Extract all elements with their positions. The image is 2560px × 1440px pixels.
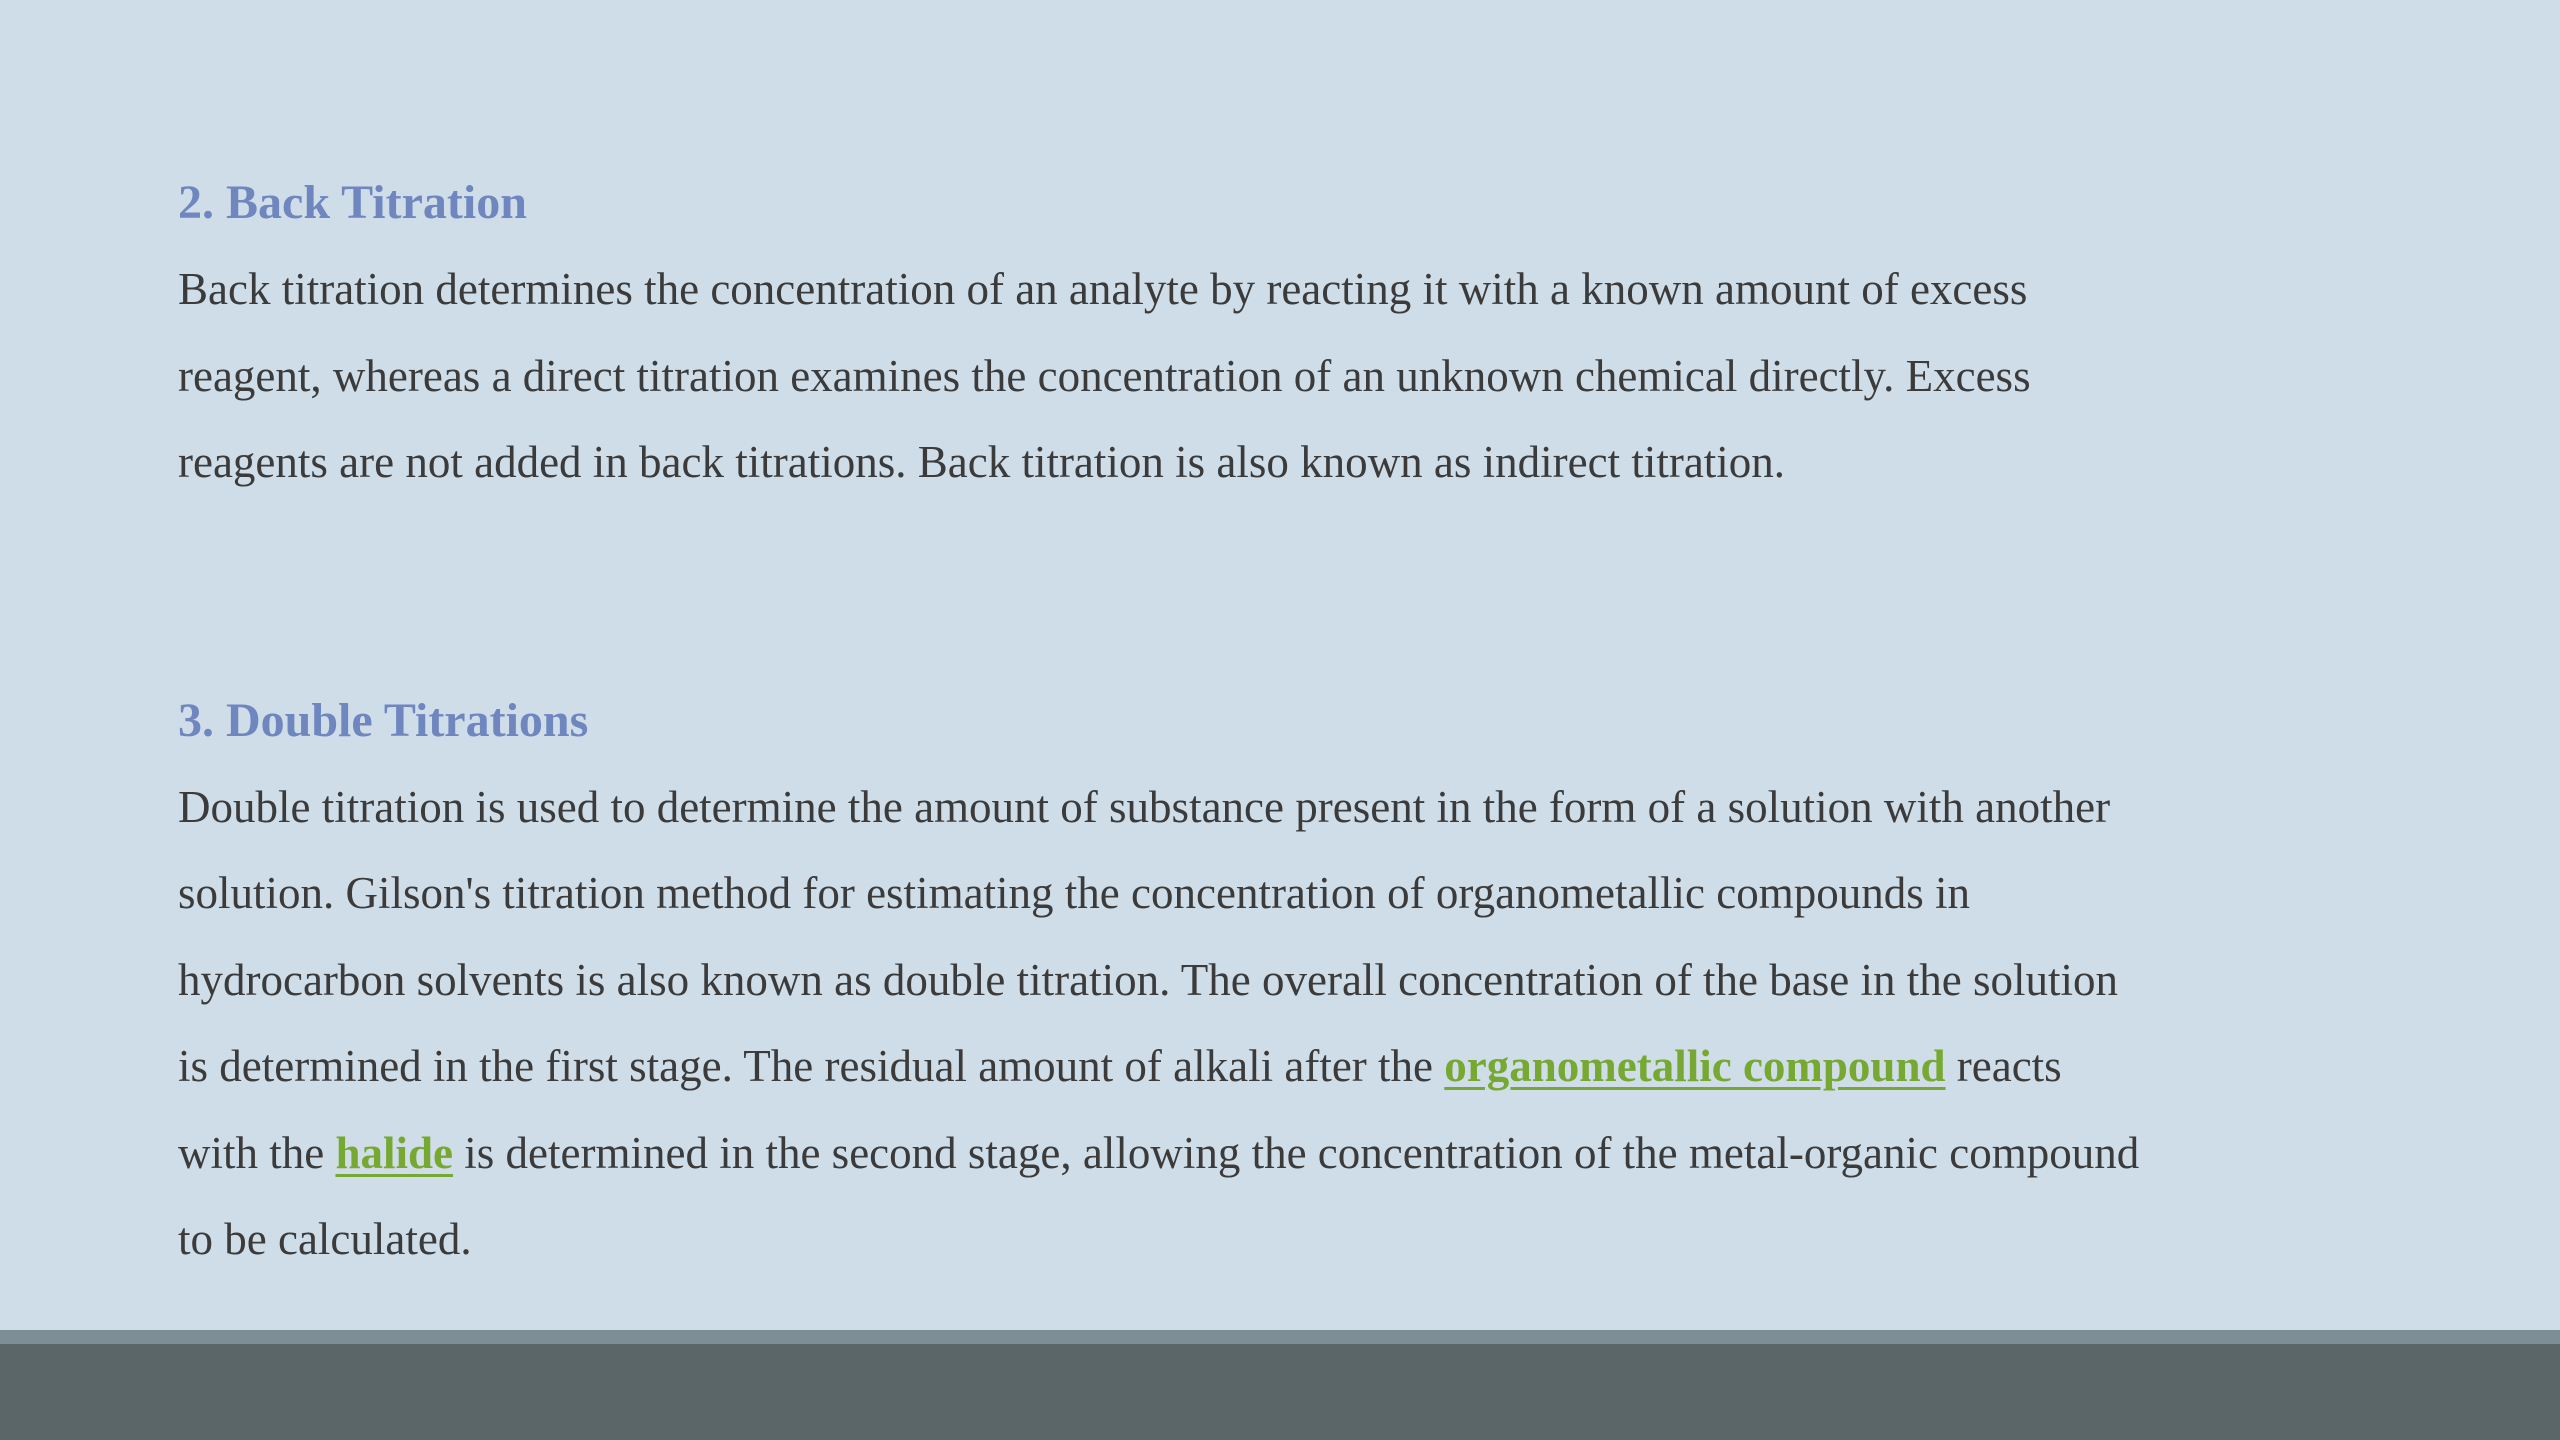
double-titrations-line-5-end: is determined in the second stage, allowing the concentration of the metal-organic compound	[453, 1127, 2140, 1178]
section-heading-back-titration: 2. Back Titration	[178, 176, 527, 229]
back-titration-line-1: Back titration determines the concentration of an analyte by reacting it with a known amount of excess	[178, 264, 2028, 314]
double-titrations-line-3: hydrocarbon solvents is also known as double titration. The overall concentration of the base in the solution	[178, 954, 2118, 1005]
double-titrations-line-4-start: is determined in the first stage. The residual amount of alkali after the	[178, 1041, 1445, 1091]
back-titration-line-3: reagents are not added in back titrations. Back titration is also known as indirect titration.	[178, 437, 1786, 487]
double-titrations-line-4-end: reacts	[1945, 1041, 2062, 1091]
back-titration-paragraph	[178, 246, 2328, 506]
halide-link[interactable]: halide	[335, 1127, 454, 1178]
footer-bar	[0, 1344, 2560, 1440]
organometallic-compound-link[interactable]: organometallic compound	[1444, 1041, 1946, 1091]
double-titrations-line-5-start: with the	[178, 1127, 336, 1178]
double-titrations-line-6: to be calculated.	[178, 1214, 472, 1264]
section-heading-double-titrations: 3. Double Titrations	[178, 693, 589, 747]
slide-content	[178, 160, 2328, 1283]
section-spacer	[178, 506, 2328, 678]
back-titration-line-2: reagent, whereas a direct titration examines the concentration of an unknown chemical directly. Excess	[178, 350, 2031, 401]
double-titrations-line-1: Double titration is used to determine the amount of substance present in the form of a solution with another	[178, 781, 2111, 832]
footer-divider	[0, 1330, 2560, 1344]
double-titrations-line-2: solution. Gilson's titration method for estimating the concentration of organometallic compounds in	[178, 868, 1970, 918]
double-titrations-paragraph	[178, 764, 2328, 1283]
